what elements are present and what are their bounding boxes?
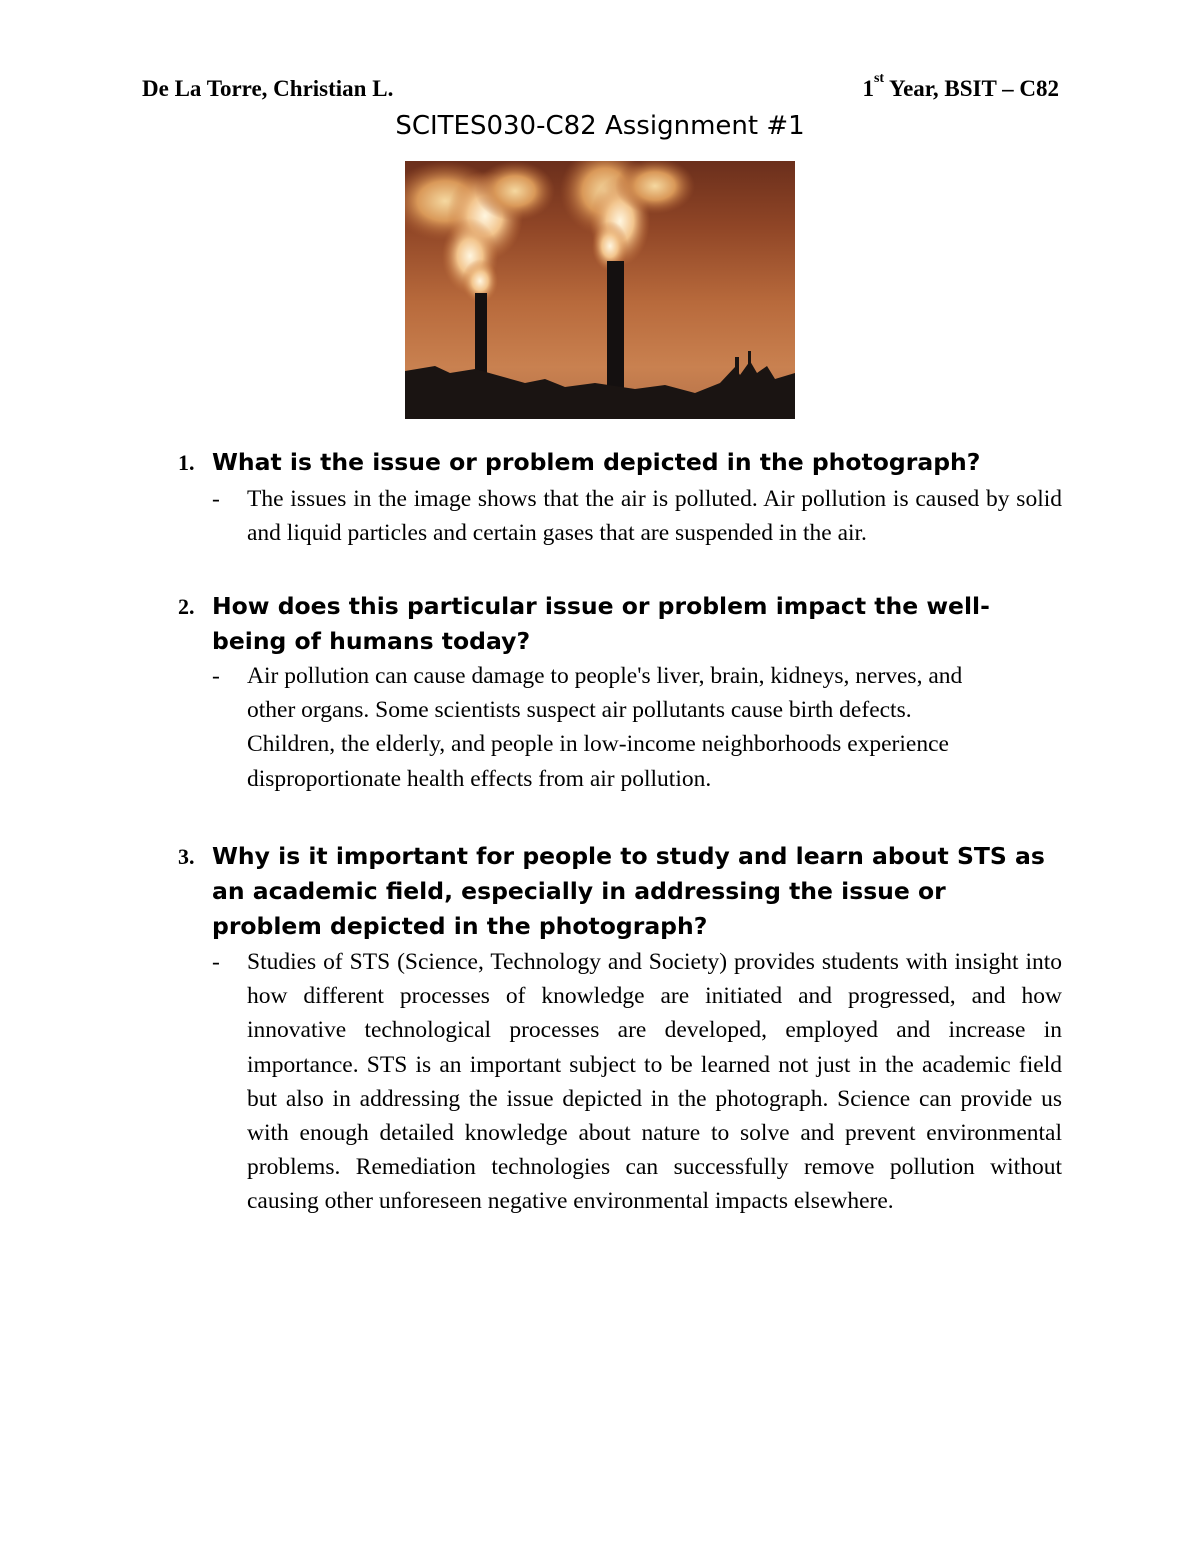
question-block-3: [172, 839, 1062, 1219]
answer: [172, 659, 1062, 796]
question-block-1: [172, 445, 1062, 550]
answer-bullet: -: [212, 486, 220, 512]
answer: [172, 945, 1062, 1219]
course-year: [862, 72, 1059, 106]
year-ordinal-suffix: st: [873, 71, 885, 86]
author-name: De La Torre, Christian L.: [142, 76, 394, 101]
question-number: 1.: [178, 450, 195, 475]
question: [172, 445, 1062, 480]
answer-bullet: -: [212, 663, 220, 689]
answer-bullet: -: [212, 949, 220, 975]
question-text: What is the issue or problem depicted in the photograph?: [212, 448, 981, 476]
answer-text: The issues in the image shows that the air is polluted. Air pollution is caused by solid and liquid particles and certain gases that are suspended in the air.: [247, 486, 1062, 547]
smokestack-pollution-photo: [405, 161, 795, 419]
page-title: SCITES030-C82 Assignment #1: [395, 111, 805, 141]
question: [172, 839, 1062, 944]
question-text: Why is it important for people to study and learn about STS as an academic field, especially in addressing the issue or problem depicted in the photograph?: [212, 842, 1045, 940]
question-number: 2.: [178, 594, 195, 619]
answer: [172, 482, 1062, 550]
answer-text: Air pollution can cause damage to people's liver, brain, kidneys, nerves, and other organs. Some scientists suspect air pollutants cause birth defects. Children, the elderly, and people in low-income neighborhoods experience disproportionate health effects from air pollution.: [247, 663, 963, 792]
answer-text: Studies of STS (Science, Technology and Society) provides students with insight into how different processes of knowledge are initiated and progressed, and how innovative technological processes are developed, employed and increase in importance. STS is an important subject to be learned not just in the academic field but also in addressing the issue depicted in the photograph. Science can provide us with enough detailed knowledge about nature to solve and prevent environmental problems. Remediation technologies can successfully remove pollution without causing other unforeseen negative environmental impacts elsewhere.: [247, 949, 1062, 1215]
year-course-text: Year, BSIT – C82: [884, 76, 1059, 101]
header: [142, 72, 1059, 106]
question-block-2: [172, 589, 1062, 796]
question-number: 3.: [178, 844, 195, 869]
question-text: How does this particular issue or problem impact the well-being of humans today?: [212, 592, 990, 655]
year-number: 1: [862, 76, 874, 101]
question: [172, 589, 1062, 659]
